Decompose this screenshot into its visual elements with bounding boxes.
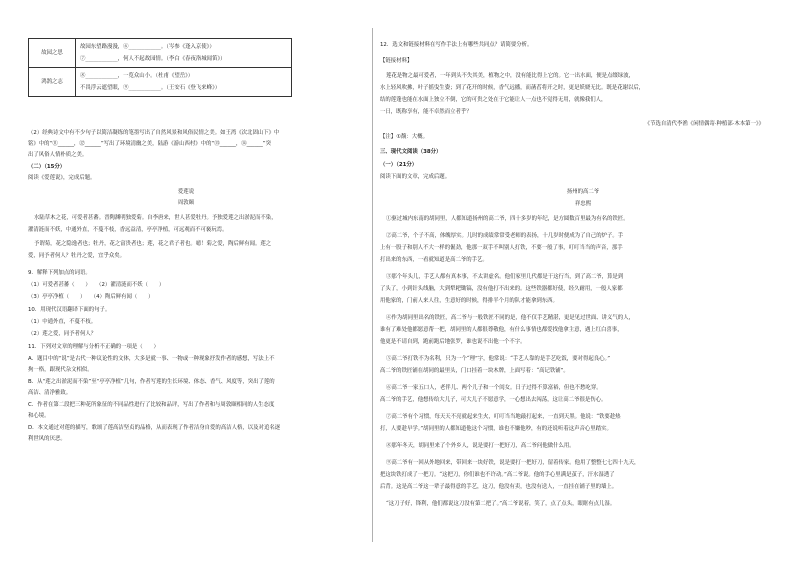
essay-paragraph: 濯清涟而不妖，中通外直，不蔓不枝，香远益清，亭亭净植，可远观而不可亵玩焉。 [28,227,228,233]
question-note: （2）经典诗文中有不少句子以简洁凝练的笔墨写出了自然风景和风俗民情之美。如王湾《次北固山下》中 [28,130,280,136]
category-cell: 鸿鹄之志 [29,68,76,97]
story-paragraph: 上有一股子和别人不大一样的倔劲，他那一双手不叫别人打铁，不要一般了事，叮叮当当的声音，那手 [380,245,623,251]
lines-cell [76,39,292,68]
essay-title: 爱莲说 [177,189,195,195]
subsection-heading: （一）（21分） [380,162,418,168]
link-paragraph: 结的莲蓬也能在水面上独立不倒，它的可贵之处在于它能让人一点也不觉得无用，就像我们人， [380,97,607,103]
link-paragraph: 一日，既称享有，能不卓然而立者乎？ [380,109,472,115]
option-b: 高洁、清净雅致。 [28,390,72,396]
story-paragraph: 高二爷的手艺，他想传给大儿子，可大儿子不愿意学，一心想出去闯荡，这让高二爷很是伤心。 [380,397,607,403]
question-10-item: （1）中通外直，不蔓不枝。 [28,319,97,325]
story-paragraph: ②高二爷，个子不高，体魄厚实。儿时的成绩常常受老师的表扬，十几岁时便成为了自己的炉子。手 [386,233,624,239]
column-divider [372,28,373,542]
link-source: 《节选自清代李渔《闲情偶寄·种植部·木本第一》》 [644,121,764,127]
question-9: 9．解释下列加点的词语。 [28,270,91,276]
story-paragraph: “这刀子好，锋利，他们都说这刀没有第二把了。”高二爷说着，笑了，点了点头，眼眶有点儿湿。 [386,501,616,507]
story-paragraph: 后背。这是高二爷这一辈子最得意的手艺，这刀，他没有卖，也没有送人，一直挂在铺子里的墙上。 [380,484,618,490]
question-10: 10．用现代汉语翻译下面的句子。 [28,307,111,313]
story-paragraph: ③那个年头儿，手艺人都有真本事，不太讲虚名。他们家里几代都是干这行当，到了高二爷，算是到 [386,274,624,280]
question-12: 12．选文和链接材料在写作手法上有哪些共同点？请简要分析。 [380,42,533,48]
essay-author: 周敦颐 [177,200,195,206]
story-paragraph: 谁有了难处他都愿意帮一把，胡同里的人都很尊敬他，有什么事情也都爱找他拿主意，遇上红白喜事， [380,327,623,333]
essay-paragraph: 爱，同予者何人？牡丹之爱，宜乎众矣。 [28,253,126,259]
story-paragraph: ⑧那年冬天，胡同里来了个外乡人，说是要打一把好刀，高二爷问他做什么用。 [386,443,575,449]
question-note: 出了风俗人情朴质之美。 [28,152,88,158]
story-paragraph: 打出来的东西，一看就知道是高二爷的手艺。 [380,257,488,263]
story-paragraph: ⑤高二爷打铁不为名利，只为一个“理”字，他常说：“手艺人靠的是手艺吃饭，要对得起良心。” [386,356,610,362]
option-b: B．从“莲之出淤泥而不染”至“亭亭净植”几句，作者写莲的生长环境、体态、香气、风度等，突出了莲的 [28,379,275,385]
link-paragraph: 水上轻风吹拂，叶子摇曳生姿；到了花开的时候，香气远播，而菡萏将开之时，更是妖娆无比。既是花谢以后， [380,85,645,91]
link-paragraph: 莲花是物之最可爱者，一年到头不失其美，植物之中，没有能比得上它的。它一出水面，便是点缀绿波， [386,73,634,79]
story-paragraph: ①驱过城内东南的胡同里，人都知道扬州的高二爷，四十多岁的年纪，是方圆数百里最为有名的铁匠。 [386,216,629,222]
table-row [29,68,292,97]
story-paragraph: ⑥高二爷一家五口人，老伴儿、两个儿子和一个闺女。日子过得不算富裕，但也不愁吃穿。 [386,385,602,391]
story-paragraph: 高二爷的铁匠铺在胡同的最里头，门口挂着一块木牌，上面写着：“高记铁铺”。 [380,368,569,374]
story-author: 祥忠熙 [574,201,592,207]
story-paragraph: ⑨高二爷有一回从外地回来，带回来一块好铁，说是要打一把好刀，留着传家。他用了整整七七四十九天， [386,460,640,466]
link-label: 【链接材料】 [380,58,413,64]
question-note: 铭》中的“⑪______，⑫______”写出了环境清幽之美，陆游《游山西村》中的“⑬______，⑭______”突 [28,141,271,147]
table-row [29,39,292,68]
story-paragraph: 了头了，小到针头线脑，大到犁耙锄镐，没有他打不出来的。这些铁器都好使，经久耐用，一般人家都 [380,286,623,292]
option-c: 和心境。 [28,413,50,419]
option-d: D．本文通过对莲的描写，歌颂了莲高洁坚贞的品格，从而表现了作者洁身自爱的高洁人格，以及对追名逐 [28,425,281,431]
poem-line: 故园东望路漫漫，⑥____________。（岑参《逢入京使》） [80,44,215,50]
option-c: C．作者在第二段把三种花所象征的不同品性进行了比较和品评，写出了作者和与周敦颐相同的人生态度 [28,402,275,408]
option-a: 拘一格，跟现代杂文相似。 [28,367,93,373]
question-11: 11．下列对文章的理解与分析不正确的一项是（ ） [28,344,159,350]
story-paragraph: ④作为胡同里出名的铁匠，高二爷与一般铁匠不同的是，他不仅手艺精湛，更是见过世面、讲义气的人， [386,315,634,321]
section-heading: 三、现代文阅读（38分） [380,149,442,155]
story-paragraph: ⑦高二爷有个习惯，每天天不亮就起来生火，叮叮当当地敲打起来，一直到天黑。他说：“铁要趁热 [386,414,621,420]
poem-line: ⑧____________，一览众山小。（杜甫《望岳》） [80,73,194,79]
lines-cell [76,68,292,97]
story-paragraph: 他更是不请自到，跑前跑后地张罗，谁也说不出他一个不字。 [380,339,526,345]
story-title: 扬州的高二爷 [566,189,600,195]
story-paragraph: 用他家的，门前人来人往，生意好的时候，得排半个月的队才能拿到东西。 [380,298,558,304]
poem-line: ⑦____________，何人不起故园情。（李白《春夜洛城闻笛》） [80,56,226,62]
question-10-item: （2）莲之爱，同予者何人？ [28,331,97,337]
instruction: 阅读《爱莲说》，完成后题。 [28,175,96,181]
question-9-items: （3）亭亭净植（ ） （4）陶后鲜有闻（ ） [28,294,154,300]
category-cell: 故园之思 [29,39,76,68]
story-paragraph: 把这块铁打成了一把刀。“这把刀，你们谁也不许动。”高二爷说。他的手心里满是茧子，汗水湿透了 [380,472,615,478]
option-d: 利世风的厌恶。 [28,436,66,442]
option-a: A．题目中的“说”是古代一种议论性的文体，大多是就一事、一物或一种现象抒发作者的感想，写法上不 [28,356,275,362]
essay-paragraph: 水陆草木之花，可爱者甚蕃。晋陶渊明独爱菊。自李唐来，世人甚爱牡丹。予独爱莲之出淤泥而不染， [34,215,277,221]
poem-table [28,38,292,97]
question-9-items: （1）可爱者甚蕃（ ） （2）濯清涟而不妖（ ） [28,282,165,288]
poem-line: 不畏浮云遮望眼，⑨____________。（王安石《登飞来峰》） [80,85,221,91]
instruction: 阅读下面的文章，完成后题。 [380,174,451,180]
note: 【注】①馥：大概。 [380,134,428,140]
story-paragraph: 打，人要趁早学。”胡同里的人都知道他这个习惯，谁也不嫌他吵，有的还说听着这声音心里踏实。 [380,426,612,432]
section-heading: （二）（15分） [28,164,66,170]
essay-paragraph: 予谓菊，花之隐逸者也；牡丹，花之富贵者也；莲，花之君子者也。噫！菊之爱，陶后鲜有闻。莲之 [34,241,272,247]
